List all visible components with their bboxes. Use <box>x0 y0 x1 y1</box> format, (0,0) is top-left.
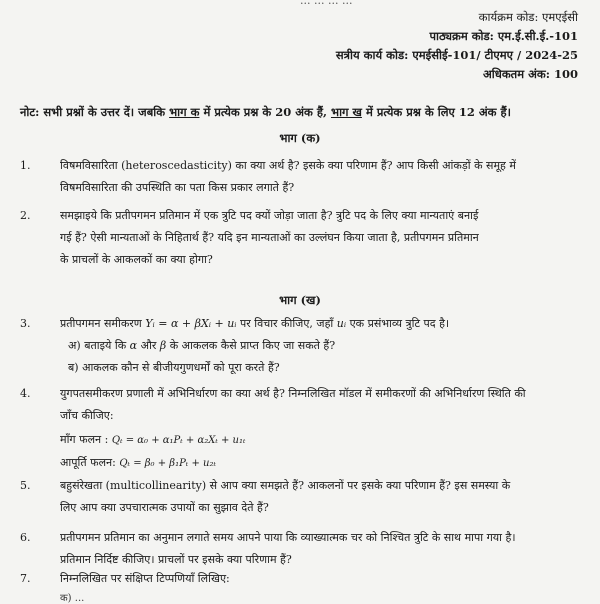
question-text-line: प्रतीपगमन प्रतिमान का अनुमान लगाते समय आपने पाया कि व्याख्यात्मक चर को निश्चित त्रुटि के साथ मापा गया है। <box>60 531 516 544</box>
question-text-line: समझाइये कि प्रतीपगमन प्रतिमान में एक त्रुटि पद क्यों जोड़ा जाता है? त्रुटि पद के लिए क्या मान्यताएं बनाई <box>60 209 479 222</box>
question-text-line: विषमविसारिता (heteroscedasticity) का क्या अर्थ है? इसके क्या परिणाम हैं? आप किसी आंकड़ों के समूह में <box>60 159 516 172</box>
sub-question-b: ब) आकलक कौन से बीजीयगुणधर्मों को पूरा करते हैं? <box>68 361 280 374</box>
question-text: प्रतीपगमन समीकरण <box>60 317 146 330</box>
assignment-code: सत्रीय कार्य कोड: एमईसीई-101/ टीएमए / 2024-25 <box>335 48 578 62</box>
question-number: 6. <box>20 531 31 544</box>
supply-function-label: आपूर्ति फलन: <box>60 456 120 469</box>
note-part1: नोट: सभी प्रश्नों के उत्तर दें। जबकि <box>20 105 170 119</box>
question-text-line: गई हैं? ऐसी मान्यताओं के निहितार्थ हैं? यदि इन मान्यताओं का उल्लंघन किया जाता है, प्रतीपगमन प्रतिमान <box>60 231 479 244</box>
alpha-symbol: α <box>129 339 138 352</box>
regression-equation: Yᵢ = α + βXᵢ + uᵢ <box>145 317 237 330</box>
top-cut-text: ... ... ... ... <box>300 0 353 7</box>
question-number: 1. <box>20 159 31 172</box>
sub-question-a: अ) बताइये कि <box>68 339 130 352</box>
demand-function-label: माँग फलन : <box>60 433 112 446</box>
question-2 <box>20 205 590 271</box>
question-number: 4. <box>20 387 31 400</box>
question-text: एक प्रसंभाव्य त्रुटि पद है। <box>346 317 450 330</box>
question-text-line: बहुसंरेखता (multicollinearity) से आप क्या समझते हैं? आकलनों पर इसके क्या परिणाम हैं? इस समस्या के <box>60 479 511 492</box>
question-number: 7. <box>20 572 31 585</box>
note-bhag-kha: भाग ख <box>330 105 362 119</box>
instructions-note <box>20 105 511 120</box>
sub-question-a-mid: और <box>137 339 160 352</box>
note-part3: में प्रत्येक प्रश्न के लिए 12 अंक हैं। <box>361 105 511 119</box>
section-a-heading: भाग (क) <box>279 131 321 145</box>
note-part2: में प्रत्येक प्रश्न के 20 अंक हैं, <box>199 105 331 119</box>
demand-equation: Qₜ = α₀ + α₁Pₜ + α₂Xₜ + u₁ₜ <box>111 435 246 446</box>
question-6 <box>20 527 590 571</box>
error-term: uᵢ <box>336 317 347 330</box>
question-1 <box>20 155 590 199</box>
header-codes <box>336 8 578 84</box>
question-4 <box>20 383 590 475</box>
question-3 <box>20 313 590 379</box>
question-text-line: जाँच कीजिए: <box>60 409 114 422</box>
question-number: 2. <box>20 209 31 222</box>
question-text-line: युगपतसमीकरण प्रणाली में अभिनिर्धारण का क्या अर्थ है? निम्नलिखित मॉडल में समीकरणों की अभिनिर्धारण स्थिति की <box>60 387 526 400</box>
program-code: कार्यक्रम कोड: एमएईसी <box>478 10 578 24</box>
question-number: 5. <box>20 479 31 492</box>
question-text-line: लिए आप क्या उपचारात्मक उपायों का सुझाव देते हैं? <box>60 501 269 514</box>
question-text-line: विषमविसारिता की उपस्थिति का पता किस प्रकार लगाते हैं? <box>60 181 295 194</box>
course-code: पाठ्यक्रम कोड: एम.ई.सी.ई.-101 <box>429 29 578 43</box>
question-text-line: निम्नलिखित पर संक्षिप्त टिप्पणियाँ लिखिए: <box>60 572 230 585</box>
supply-equation: Qₜ = β₀ + β₁Pₜ + u₂ₜ <box>119 458 216 469</box>
question-text: पर विचार कीजिए, जहाँ <box>236 317 337 330</box>
question-5 <box>20 475 590 519</box>
beta-symbol: β <box>159 339 167 352</box>
question-text-line: के प्राचलों के आकलकों का क्या होगा? <box>60 253 213 266</box>
max-marks: अधिकतम अंक: 100 <box>483 67 578 81</box>
section-b-heading: भाग (ख) <box>279 293 321 307</box>
note-bhag-ka: भाग क <box>169 105 200 119</box>
question-text-line: प्रतिमान निर्दिष्ट कीजिए। प्राचलों पर इसके क्या परिणाम हैं? <box>60 553 292 566</box>
sub-question-a-post: के आकलक कैसे प्राप्त किए जा सकते हैं? <box>166 339 336 352</box>
question-7 <box>20 568 590 590</box>
question-number: 3. <box>20 317 31 330</box>
bottom-cut-text: क) ... <box>60 593 85 604</box>
